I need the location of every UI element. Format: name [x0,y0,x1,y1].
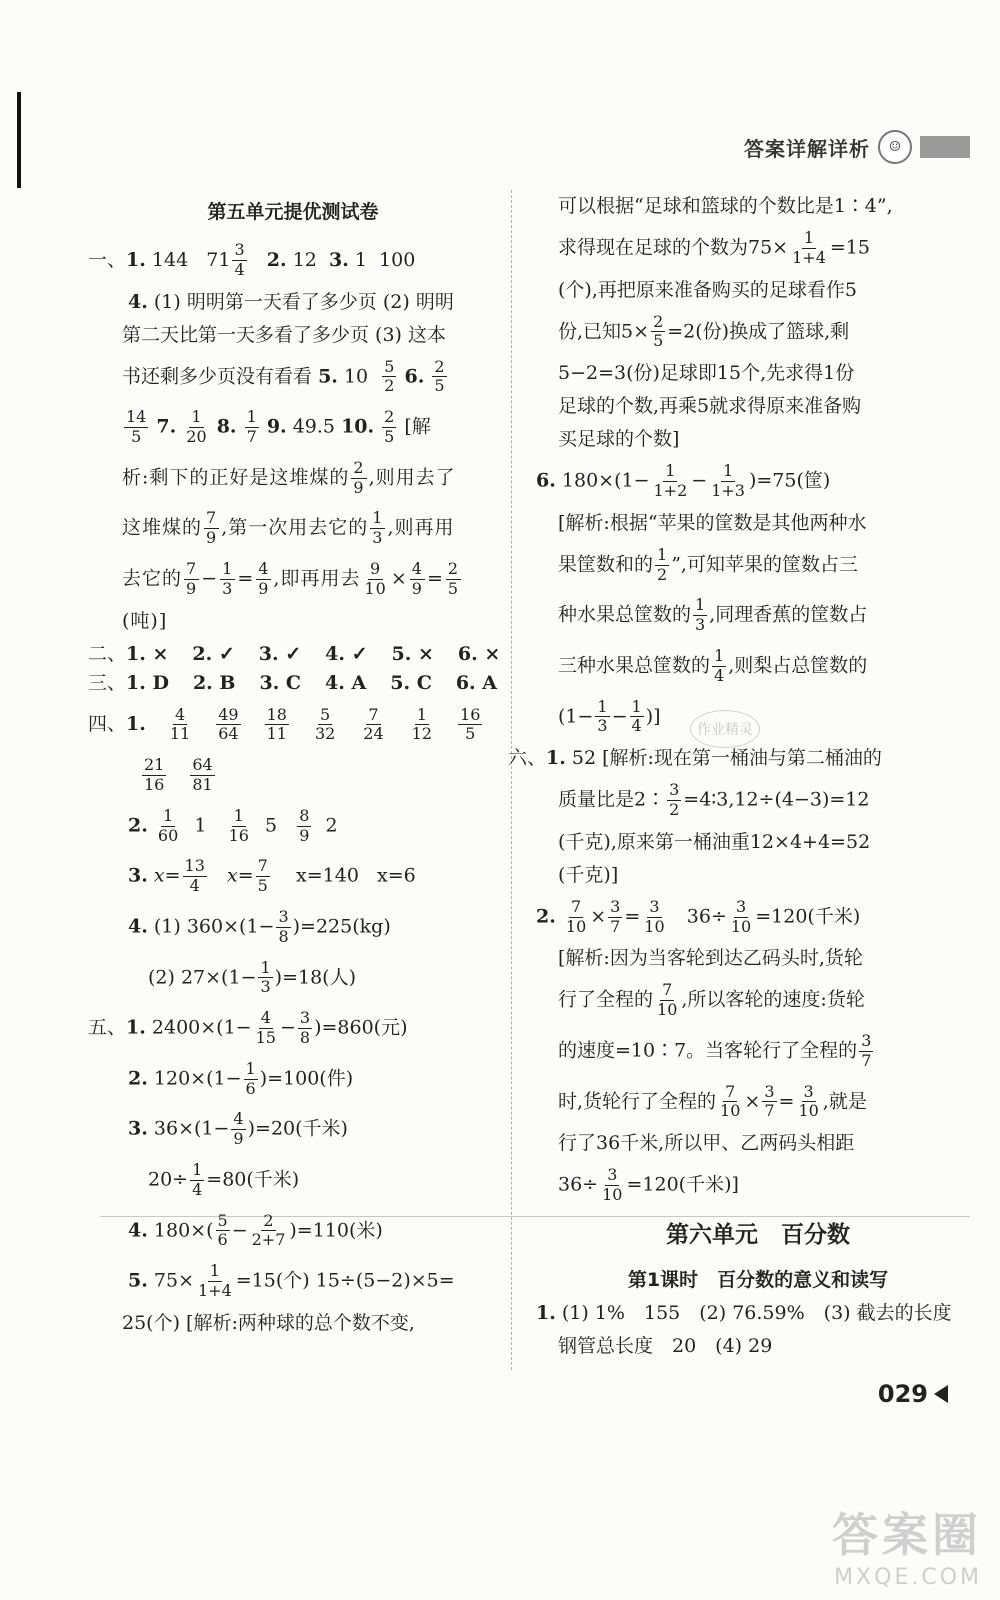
lesson-answer-1: 1. (1) 1% 155 (2) 76.59% (3) 截去的长度 [536,1301,952,1324]
answer-1-7to10: $\frac{14}{5}$ 7. $\frac{1}{20}$ 8. $\frac{1}{7}$ 9. 49.5 10. $\frac{2}{5}$ [解 [126,407,431,446]
watermark: 答案圈 MXQE.COM [832,1508,982,1590]
q6-note-5: (1− $\frac{1}{3}$ − $\frac{1}{4}$ )] [558,696,661,736]
answer-1-4: 4. (1) 明明第一天看了多少页 (2) 明明 [128,290,454,313]
answer-5-1: 五、1. 2400×(1− $\frac{4}{15}$ − $\frac{3}{8}$ )=860(元) [88,1008,408,1047]
answer-5-6: 6. 180×(1− $\frac{1}{1+2}$ − $\frac{1}{1+3}$ )=75(筐) [536,461,831,500]
answer-2: 二、1. × 2. ✓ 3. ✓ 4. ✓ 5. × 6. × [88,642,501,665]
left-column [88,195,501,1347]
cont-line-1: 可以根据“足球和篮球的个数比是1∶4”, [558,195,893,217]
answer-5-3b: 20÷ $\frac{1}{4}$ =80(千米) [148,1159,300,1199]
s6-note-1: [解析:因为当客轮到达乙码头时,货轮 [558,947,863,970]
q6-note-4: 三种水果总筐数的 $\frac{1}{4}$ ,则梨占总筐数的 [558,645,868,685]
column-divider [511,190,512,1370]
header-title: 答案详解详析 [744,136,870,161]
page-header [744,132,970,162]
cont-line-7: 买足球的个数] [558,428,680,451]
answer-1: 一、1. 144 71 $\frac{3}{4}$ 2. 12 3. 1 100 [88,240,416,279]
answer-6-1c: (千克),原来第一桶油重12×4+4=52 [558,830,871,853]
s6-note-4: 时,货轮行了全程的 $\frac{7}{10}$ × $\frac{3}{7}$ = $\frac{3}{10}$ ,就是 [558,1081,867,1121]
cont-line-2: 求得现在足球的个数为75× $\frac{1}{1+4}$ =15 [558,228,870,267]
answer-3: 三、1. D 2. B 3. C 4. A 5. C 6. A [88,671,498,694]
s6-note-6: 36÷ $\frac{3}{10}$ =120(千米)] [558,1165,739,1204]
binding-line [17,92,21,188]
stamp-mark: 作业精灵 [690,710,760,748]
note-line-1: 析:剩下的正好是这堆煤的 $\frac{2}{9}$ ,则用去了 [122,457,456,497]
note-line-2: 这堆煤的 $\frac{7}{9}$ ,第一次用去它的 $\frac{1}{3}$ ,则再用 [122,508,455,548]
answer-5-4: 4. 180×( $\frac{5}{6}$ − $\frac{2}{2+7}$ )=110(米) [128,1210,383,1250]
unit-title: 第六单元 百分数 [666,1221,850,1248]
header-band [920,136,970,158]
lesson-answer-1b: 钢管总长度 20 (4) 29 [558,1334,773,1357]
section-title: 第五单元提优测试卷 [207,201,379,223]
answer-4-2: 2. $\frac{1}{60}$ 1 $\frac{1}{16}$ 5 $\frac{8}{9}$ 2 [128,805,338,845]
q6-note-3: 种水果总筐数的 $\frac{1}{3}$ ,同理香蕉的筐数占 [558,595,868,635]
q6-note-1: [解析:根据“苹果的筐数是其他两种水 [558,511,867,534]
s6-note-5: 行了36千米,所以甲、乙两码头相距 [558,1132,855,1155]
note-line-4: (吨)] [122,609,168,632]
cont-line-3: (个),再把原来准备购买的足球看作5 [558,278,857,301]
triangle-icon [934,1385,948,1403]
answer-6-2: 2. $\frac{7}{10}$ × $\frac{3}{7}$ = $\frac{3}{10}$ 36÷ $\frac{3}{10}$ =120(千米) [536,896,861,936]
cont-line-5: 5−2=3(份)足球即15个,先求得1份 [558,362,855,385]
s6-note-3: 的速度=10∶7。当客轮行了全程的 $\frac{3}{7}$ [558,1030,872,1070]
answer-5-5: 5. 75× $\frac{1}{1+4}$ =15(个) 15÷(5−2)×5= [128,1261,455,1300]
smiley-icon: ☺ [878,130,912,164]
answer-6-1: 六、1. 52 [解析:现在第一桶油与第二桶油的 [508,747,882,770]
q6-note-2: 果筐数和的 $\frac{1}{2}$ ”,可知苹果的筐数占三 [558,544,858,584]
answer-4-1b: $\frac{21}{16}$ $\frac{64}{81}$ [144,755,213,794]
cont-line-6: 足球的个数,再乘5就求得原来准备购 [558,395,862,418]
answer-4-4-2: (2) 27×(1− $\frac{1}{3}$ )=18(人) [148,957,357,997]
note-line-3: 去它的 $\frac{7}{9}$ − $\frac{1}{3}$ = $\frac{4}{9}$ ,即再用去 $\frac{9}{10}$ × $\frac{4}{9}$ = $\frac{2}{5}$ [122,558,460,598]
cont-line-4: 份,已知5× $\frac{2}{5}$ =2(份)换成了篮球,剩 [558,311,850,351]
answer-1-4c: 书还剩多少页没有看看 5. 10 $\frac{5}{2}$ 6. $\frac{2}{5}$ [122,356,445,396]
answer-6-1d: (千克)] [558,863,619,886]
answer-6-1b: 质量比是2∶ $\frac{3}{2}$ =4∶3,12÷(4−3)=12 [558,780,870,819]
answer-5-5b: 25(个) [解析:两种球的总个数不变, [122,1311,415,1334]
answer-4-3: 3. x= $\frac{13}{4}$ x= $\frac{7}{5}$ x=140 x=6 [128,856,416,896]
s6-note-2: 行了全程的 $\frac{7}{10}$ ,所以客轮的速度:货轮 [558,980,865,1020]
page-number: 029 [878,1380,948,1408]
answer-4-1: 四、1. $\frac{4}{11}$ $\frac{49}{64}$ $\frac{18}{11}$ $\frac{5}{32}$ $\frac{7}{24}$ $\frac{1}{12}$ $\frac{16}{5}$ [88,704,481,744]
answer-5-3: 3. 36×(1− $\frac{4}{9}$ )=20(千米) [128,1109,348,1149]
answer-5-2: 2. 120×(1− $\frac{1}{6}$ )=100(件) [128,1058,354,1098]
answer-4-4-1: 4. (1) 360×(1− $\frac{3}{8}$ )=225(kg) [128,906,391,946]
lesson-title: 第1课时 百分数的意义和读写 [627,1268,889,1291]
right-column [508,195,958,1370]
answer-1-4b: 第二天比第一天多看了多少页 (3) 这本 [122,323,446,346]
